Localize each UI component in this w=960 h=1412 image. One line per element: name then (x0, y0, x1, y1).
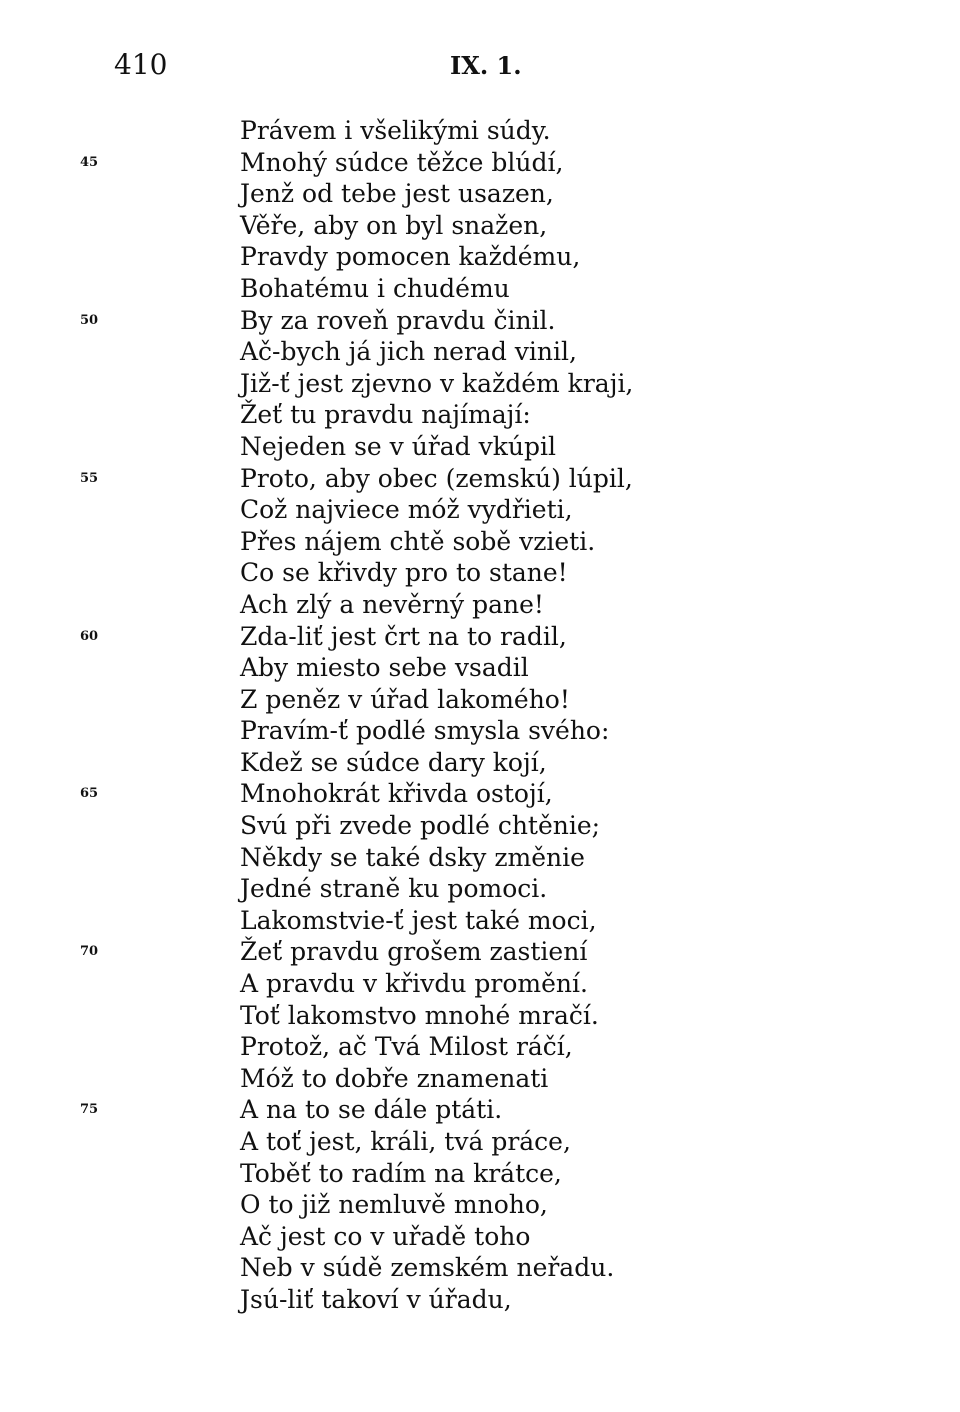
verse-text: Žeť pravdu grošem zastiení (240, 937, 588, 967)
verse-text: Mnohokrát křivda ostojí, (240, 779, 553, 809)
verse-line (80, 936, 633, 968)
verse-line (240, 1158, 633, 1190)
verse-line (240, 115, 633, 147)
verse-line (240, 368, 633, 400)
verse-text: Toběť to radím na krátce, (240, 1158, 562, 1188)
verse-text: A pravdu v křivdu promění. (240, 969, 588, 999)
verse-text: Jsú-liť takoví v úřadu, (240, 1284, 512, 1314)
verse-line (240, 1284, 633, 1316)
verse-text: Mnohý súdce těžce blúdí, (240, 147, 564, 177)
verse-line (240, 1221, 633, 1253)
verse-text: Což najviece móž vydřieti, (240, 495, 573, 525)
verse-line (80, 778, 633, 810)
verse-text: Z peněz v úřad lakomého! (240, 684, 570, 714)
verse-line (240, 905, 633, 937)
line-number: 60 (80, 628, 99, 644)
verse-text: Žeť tu pravdu najímají: (240, 400, 531, 430)
page-number: 410 (114, 48, 168, 81)
verse-text: Zda-liť jest črt na to radil, (240, 621, 567, 651)
verse-text: Aby miesto sebe vsadil (240, 653, 529, 683)
verse-line (80, 621, 633, 653)
verse-line (80, 463, 633, 495)
verse-line (240, 715, 633, 747)
verse-line (240, 526, 633, 558)
verse-line (240, 1126, 633, 1158)
line-number: 75 (80, 1102, 99, 1118)
verse-text: Móž to dobře znamenati (240, 1063, 549, 1093)
verse-text: Kdež se súdce dary kojí, (240, 747, 547, 777)
verse-line (240, 652, 633, 684)
line-number: 70 (80, 944, 99, 960)
verse-line (240, 399, 633, 431)
verse-text: Svú při zvede podlé chtěnie; (240, 811, 601, 841)
verse-line (240, 1063, 633, 1095)
verse-line (240, 178, 633, 210)
verse-line (240, 684, 633, 716)
verse-text: A toť jest, králi, tvá práce, (240, 1127, 571, 1156)
verse-text: Jenž od tebe jest usazen, (240, 179, 554, 209)
verse-text: Proto, aby obec (zemskú) lúpil, (240, 463, 633, 493)
verse-line (240, 1189, 633, 1221)
verse-line (240, 241, 633, 273)
verse-text: Právem i všelikými súdy. (240, 116, 551, 145)
verse-text: Neb v súdě zemském neřadu. (240, 1253, 615, 1283)
verse-line (240, 557, 633, 589)
verse-line (240, 873, 633, 905)
line-number: 55 (80, 470, 99, 486)
verse-line (240, 589, 633, 621)
verse-line (240, 810, 633, 842)
verse-list (80, 115, 634, 1316)
verse-text: Ač jest co v uřadě toho (240, 1221, 531, 1251)
verse-text: Bohatému i chudému (240, 273, 510, 303)
line-number: 65 (80, 786, 99, 802)
verse-line (240, 273, 633, 305)
verse-line (240, 210, 633, 242)
verse-text: Věře, aby on byl snažen, (240, 210, 548, 240)
verse-text: By za roveň pravdu činil. (240, 305, 556, 335)
verse-text: Nejeden se v úřad vkúpil (240, 431, 556, 461)
verse-line (240, 747, 633, 779)
verse-line (80, 1094, 633, 1126)
verse-line (240, 1031, 633, 1063)
verse-text: Toť lakomstvo mnohé mračí. (240, 1000, 599, 1030)
verse-text: Protož, ač Tvá Milost ráčí, (240, 1032, 573, 1062)
verse-text: Lakomstvie-ť jest také moci, (240, 905, 597, 935)
verse-line (240, 494, 633, 526)
line-number: 50 (80, 312, 99, 328)
verse-text: Již-ť jest zjevno v každém kraji, (240, 368, 634, 398)
verse-text: Přes nájem chtě sobě vzieti. (240, 526, 596, 556)
verse-text: Jedné straně ku pomoci. (240, 874, 548, 904)
verse-text: Co se křivdy pro to stane! (240, 558, 568, 588)
verse-line (80, 305, 633, 337)
verse-text: Pravím-ť podlé smysla svého: (240, 716, 610, 746)
verse-line (240, 968, 633, 1000)
verse-text: Ač-bych já jich nerad vinil, (240, 337, 577, 367)
verse-line (240, 1252, 633, 1284)
verse-text: Pravdy pomocen každému, (240, 242, 581, 272)
verse-text: Někdy se také dsky změnie (240, 842, 585, 872)
verse-line (80, 147, 633, 179)
verse-line (240, 842, 633, 874)
verse-text: O to již nemluvě mnoho, (240, 1190, 548, 1220)
running-head: IX. 1. (450, 51, 522, 80)
verse-line (240, 1000, 633, 1032)
line-number: 45 (80, 154, 99, 170)
verse-text: Ach zlý a nevěrný pane! (240, 589, 544, 619)
verse-line (240, 336, 633, 368)
verse-text: A na to se dále ptáti. (240, 1095, 503, 1125)
verse-line (240, 431, 633, 463)
